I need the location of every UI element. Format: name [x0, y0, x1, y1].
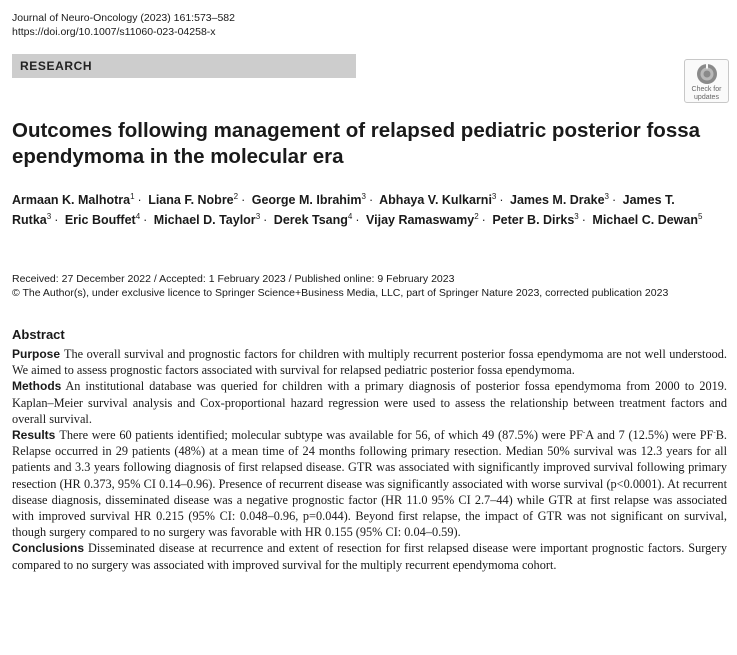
conclusions-label: Conclusions [12, 541, 85, 556]
results-sup-1: - [582, 427, 586, 436]
article-title: Outcomes following management of relapsed pediatric posterior fossa ependymoma in the molecular era [12, 119, 701, 168]
results-sup-2: - [713, 427, 716, 436]
purpose-text: The overall survival and prognostic factors for children with multiply recurrent posterior fossa ependymoma are not well understood. We aimed to assess prognostic factors associated with survival for relapsed pediatric posterior fossa ependymoma. [12, 347, 727, 378]
author-separator: · [481, 213, 486, 227]
author-affiliation: 3 [255, 211, 261, 221]
results-text-3: B. Relapse occurred in 29 patients (48%) at a mean time of 24 months following primary resection. Median 50% survival was 12.3 years for all patients and 3.3 years following diagnosis of first relapsed disease. GTR was associated with significantly improved survival following primary resection (HR 0.373, 95% CI 0.14–0.96). Presence of recurrent disease was significantly associated with worse survival (p<0.0001). At recurrent disease diagnosis, disseminated disease was a negative prognostic factor (HR 11.0 95% CI 2.7–44) while GTR at first relapse was associated with improved survival HR 0.215 (95% CI: 0.048–0.96, p=0.044). Beyond first relapse, the impact of GTR was not significant on survival, though surgery compared to no surgery was favorable with HR 0.155 (95% CI: 0.04–0.59). [12, 428, 728, 540]
conclusions-text: Disseminated disease at recurrence and extent of resection for first relapsed disease were important prognostic factors. Surgery compared to no surgery was associated with improved survival for the multiply recurrent ependymoma cohort. [12, 541, 727, 572]
author-separator: · [368, 193, 374, 207]
check-for-updates-text: Check for updates [691, 86, 722, 101]
abstract-methods [12, 378, 727, 427]
copyright-notice: © The Author(s), under exclusive licence to Springer Science+Business Media, LLC, part of Springer Nature 2023, corrected publication 2023 [12, 287, 669, 299]
author-name[interactable]: George M. Ibrahim [251, 193, 362, 207]
author-separator: · [499, 193, 504, 207]
author-separator: · [137, 193, 142, 207]
results-label: Results [12, 428, 56, 443]
author-affiliation: 3 [604, 191, 609, 201]
abstract-results [12, 427, 727, 540]
author-affiliation: 4 [135, 211, 141, 221]
author-name[interactable]: Derek Tsang [273, 213, 348, 227]
journal-citation: Journal of Neuro-Oncology (2023) 161:573–582 [12, 12, 235, 24]
methods-text: An institutional database was queried for children with a primary diagnosis of posterior fossa ependymoma from 2000 to 2019. Kaplan–Meier survival analysis and Cox-proportional hazard regression were used to assess the relationship between treatment factors and overall survival. [12, 379, 727, 426]
author-name[interactable]: Armaan K. Malhotra [12, 193, 131, 207]
author-name[interactable]: James M. Drake [510, 193, 605, 207]
section-label: RESEARCH [20, 59, 93, 73]
author-separator: · [581, 213, 586, 227]
author-separator: · [54, 213, 59, 227]
author-separator: · [612, 193, 617, 207]
author-name[interactable]: Eric Bouffet [64, 213, 136, 227]
author-separator: · [143, 213, 148, 227]
author-separator: · [263, 213, 268, 227]
methods-label: Methods [12, 379, 62, 394]
author-separator: · [241, 193, 246, 207]
doi-link[interactable]: https://doi.org/10.1007/s11060-023-04258-x [12, 26, 216, 38]
publication-dates: Received: 27 December 2022 / Accepted: 1 February 2023 / Published online: 9 February 2023 [12, 273, 455, 285]
crossmark-icon [696, 63, 718, 85]
abstract-body [12, 346, 727, 573]
author-name[interactable]: Peter B. Dirks [492, 213, 575, 227]
author-name[interactable]: James T. Rutka [12, 193, 675, 227]
author-affiliation: 2 [474, 211, 479, 221]
results-text-1: There were 60 patients identified; molecular subtype was available for 56, of which 49 (87.5%) were PF [59, 428, 583, 443]
author-affiliation: 3 [361, 191, 366, 201]
author-affiliation: 4 [347, 211, 353, 221]
check-for-updates-badge[interactable] [684, 59, 729, 103]
author-list [12, 190, 712, 230]
abstract-heading: Abstract [12, 327, 65, 342]
abstract-conclusions [12, 540, 727, 572]
author-name[interactable]: Liana F. Nobre [148, 193, 234, 207]
author-separator: · [355, 213, 360, 227]
author-affiliation: 1 [130, 191, 135, 201]
author-affiliation: 3 [574, 211, 579, 221]
author-name[interactable]: Michael D. Taylor [153, 213, 256, 227]
abstract-purpose [12, 346, 727, 378]
results-text-2: A and 7 (12.5%) were PF [585, 428, 714, 443]
author-name[interactable]: Michael C. Dewan [592, 213, 698, 227]
author-affiliation: 2 [233, 191, 239, 201]
purpose-label: Purpose [12, 347, 61, 361]
author-name[interactable]: Abhaya V. Kulkarni [379, 193, 492, 207]
author-name[interactable]: Vijay Ramaswamy [366, 213, 475, 227]
author-affiliation: 5 [698, 211, 703, 221]
section-banner [12, 54, 356, 78]
author-affiliation: 3 [46, 211, 52, 221]
author-affiliation: 3 [491, 191, 497, 201]
